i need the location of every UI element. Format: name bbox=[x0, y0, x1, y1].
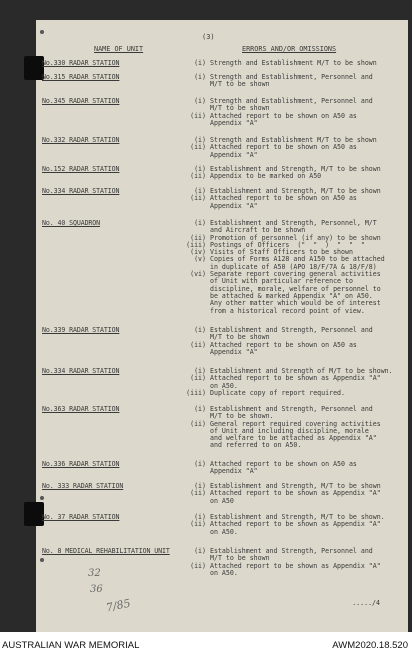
item-number: (ii) bbox=[190, 111, 206, 120]
punch-hole bbox=[40, 496, 44, 500]
binder-clip-bottom bbox=[24, 502, 44, 526]
item-text: Establishment and Strength, Personnel and M/T to be shown bbox=[210, 326, 373, 342]
unit-name-text: No.363 RADAR STATION bbox=[42, 405, 120, 413]
unit-name-text: No. 8 MEDICAL REHABILITATION UNIT bbox=[42, 547, 170, 555]
item-number: (iv) bbox=[190, 248, 206, 257]
handwritten-note: 32 bbox=[88, 568, 101, 579]
error-items bbox=[184, 220, 406, 315]
error-item bbox=[184, 256, 406, 271]
item-number: (i) bbox=[194, 136, 206, 144]
item-number: (i) bbox=[194, 97, 206, 105]
item-number: (vi) bbox=[190, 270, 206, 279]
unit-name bbox=[42, 137, 119, 144]
binder-clip-top bbox=[24, 56, 44, 80]
error-items bbox=[184, 137, 406, 159]
page-number: (3) bbox=[202, 33, 215, 41]
item-number: (i) bbox=[194, 547, 206, 555]
punch-hole bbox=[40, 558, 44, 562]
error-item bbox=[184, 327, 406, 342]
item-text: Strength and Establishment, Personnel and M/T to be shown bbox=[210, 73, 373, 89]
item-text: Strength and Establishment M/T to be shown bbox=[210, 59, 377, 67]
error-item bbox=[184, 144, 406, 159]
unit-name bbox=[42, 220, 100, 227]
item-number: (i) bbox=[194, 219, 206, 227]
item-text: Establishment and Strength, M/T to be shown bbox=[210, 482, 381, 490]
item-text: Attached report to be shown on A50 as Appendix "A" bbox=[210, 460, 357, 476]
error-items bbox=[184, 166, 406, 181]
error-item bbox=[184, 563, 406, 578]
unit-name-text: No.330 RADAR STATION bbox=[42, 59, 120, 67]
item-number: (i) bbox=[194, 513, 206, 521]
item-number: (ii) bbox=[190, 194, 206, 203]
error-item bbox=[184, 461, 406, 476]
column-header-unit: NAME OF UNIT bbox=[94, 45, 144, 53]
item-text: Attached report to be shown as Appendix "A" on A50. bbox=[210, 561, 381, 577]
error-item bbox=[184, 60, 406, 67]
item-number: (ii) bbox=[190, 233, 206, 242]
error-items bbox=[184, 548, 406, 577]
archive-caption: AUSTRALIAN WAR MEMORIAL bbox=[2, 640, 140, 651]
error-items bbox=[184, 461, 406, 476]
item-number: (iii) bbox=[186, 240, 206, 249]
unit-name-text: No.334 RADAR STATION bbox=[42, 187, 120, 195]
item-number: (ii) bbox=[190, 340, 206, 349]
error-item bbox=[184, 74, 406, 89]
item-text: Attached report to be shown on A50 as Appendix "A" bbox=[210, 340, 357, 356]
error-item bbox=[184, 521, 406, 536]
unit-name bbox=[42, 166, 119, 173]
column-header-errors: ERRORS AND/OR OMISSIONS bbox=[242, 45, 337, 53]
item-number: (v) bbox=[194, 255, 206, 264]
item-text: Visits of Staff Officers to be shown bbox=[210, 248, 353, 257]
item-text: Strength and Establishment M/T to be shown bbox=[210, 136, 377, 144]
unit-name-text: No. 40 SQUADRON bbox=[42, 219, 101, 227]
item-number: (ii) bbox=[190, 172, 206, 181]
item-number: (i) bbox=[194, 326, 206, 334]
unit-name-text: No.336 RADAR STATION bbox=[42, 460, 120, 468]
item-number: (ii) bbox=[190, 374, 206, 383]
punch-hole bbox=[40, 30, 44, 34]
error-items bbox=[184, 368, 406, 397]
item-text: Separate report covering general activities of Unit with particular reference to discipline, morale, welfare of personnel to be attached & marked Appendix "A" on A50. Any other matter which would be of interest from a historical record point of view. bbox=[210, 270, 381, 315]
unit-name bbox=[42, 188, 119, 195]
item-text: Attached report to be shown on A50 as Appendix "A" bbox=[210, 194, 357, 210]
item-number: (i) bbox=[194, 405, 206, 413]
item-text: Establishment and Strength, M/T to be shown bbox=[210, 165, 381, 173]
item-text: General report required covering activities of Unit and including discipline, morale and welfare to be attached as Appendix "A" and referred to on A50. bbox=[210, 419, 381, 450]
item-text: Duplicate copy of report required. bbox=[210, 388, 345, 397]
unit-name bbox=[42, 406, 119, 413]
item-text: Establishment and Strength, Personnel and M/T to be shown bbox=[210, 547, 373, 563]
item-number: (ii) bbox=[190, 489, 206, 498]
continuation-marker: ...../4 bbox=[352, 599, 380, 607]
item-number: (iii) bbox=[186, 388, 206, 397]
error-item bbox=[184, 195, 406, 210]
handwritten-note: 7/85 bbox=[104, 596, 132, 615]
error-items bbox=[184, 60, 406, 67]
item-text: Promotion of personnel (if any) to be shown bbox=[210, 233, 381, 242]
item-number: (i) bbox=[194, 460, 206, 468]
item-number: (ii) bbox=[190, 143, 206, 152]
error-items bbox=[184, 514, 406, 536]
error-items bbox=[184, 483, 406, 505]
error-item bbox=[184, 98, 406, 113]
item-number: (i) bbox=[194, 367, 206, 375]
unit-name bbox=[42, 327, 119, 334]
item-text: Attached report to be shown as Appendix "A" on A50 bbox=[210, 489, 381, 505]
item-number: (ii) bbox=[190, 561, 206, 570]
item-number: (ii) bbox=[190, 419, 206, 428]
unit-name-text: No.345 RADAR STATION bbox=[42, 97, 120, 105]
unit-name bbox=[42, 483, 123, 490]
item-text: Establishment and Strength, M/T to be shown. bbox=[210, 513, 385, 521]
error-item bbox=[184, 490, 406, 505]
unit-name bbox=[42, 98, 119, 105]
unit-name-text: No.332 RADAR STATION bbox=[42, 136, 120, 144]
error-item bbox=[184, 390, 406, 397]
unit-name bbox=[42, 548, 170, 555]
unit-name-text: No.339 RADAR STATION bbox=[42, 326, 120, 334]
handwritten-note: 36 bbox=[90, 584, 103, 595]
error-item bbox=[184, 421, 406, 450]
item-text: Attached report to be shown on A50 as Appendix "A" bbox=[210, 111, 357, 127]
error-item bbox=[184, 271, 406, 315]
item-text: Establishment and Strength of M/T to be shown. bbox=[210, 367, 393, 375]
error-item bbox=[184, 548, 406, 563]
unit-name bbox=[42, 368, 119, 375]
item-text: Postings of Officers (" " ) " " " bbox=[210, 240, 365, 249]
error-item bbox=[184, 220, 406, 235]
error-item bbox=[184, 113, 406, 128]
item-text: Attached report to be shown as Appendix "A" on A50. bbox=[210, 374, 381, 390]
unit-name-text: No.315 RADAR STATION bbox=[42, 73, 120, 81]
item-number: (i) bbox=[194, 482, 206, 490]
item-text: Strength and Establishment, Personnel and M/T to be shown bbox=[210, 97, 373, 113]
unit-name-text: No. 37 RADAR STATION bbox=[42, 513, 120, 521]
unit-name-text: No. 333 RADAR STATION bbox=[42, 482, 124, 490]
unit-name bbox=[42, 461, 119, 468]
item-text: Attached report to be shown as Appendix "A" on A50. bbox=[210, 520, 381, 536]
item-number: (i) bbox=[194, 59, 206, 67]
item-number: (i) bbox=[194, 73, 206, 81]
item-number: (i) bbox=[194, 187, 206, 195]
error-items bbox=[184, 406, 406, 450]
item-number: (i) bbox=[194, 165, 206, 173]
error-items bbox=[184, 98, 406, 127]
unit-name bbox=[42, 74, 119, 81]
item-text: Establishment and Strength, Personnel and M/T to be shown. bbox=[210, 405, 373, 421]
item-text: Establishment and Strength, Personnel, M/T and Aircraft to be shown bbox=[210, 219, 377, 235]
item-text: Attached report to be shown on A50 as Appendix "A" bbox=[210, 143, 357, 159]
document-page bbox=[36, 20, 408, 632]
item-text: Establishment and Strength, M/T to be shown bbox=[210, 187, 381, 195]
error-item bbox=[184, 375, 406, 390]
unit-name-text: No.334 RADAR STATION bbox=[42, 367, 120, 375]
item-text: Copies of Forms A128 and A150 to be attached in duplicate of A50 (APO 18/F/7A & 18/F/8) bbox=[210, 255, 385, 271]
unit-name bbox=[42, 514, 119, 521]
error-item bbox=[184, 173, 406, 180]
error-items bbox=[184, 188, 406, 210]
unit-name bbox=[42, 60, 119, 67]
error-item bbox=[184, 406, 406, 421]
error-items bbox=[184, 327, 406, 356]
error-items bbox=[184, 74, 406, 89]
item-text: Appendix to be marked on A50 bbox=[210, 172, 322, 181]
archive-reference: AWM2020.18.520 bbox=[332, 640, 408, 651]
error-item bbox=[184, 342, 406, 357]
unit-name-text: No.152 RADAR STATION bbox=[42, 165, 120, 173]
item-number: (ii) bbox=[190, 520, 206, 529]
